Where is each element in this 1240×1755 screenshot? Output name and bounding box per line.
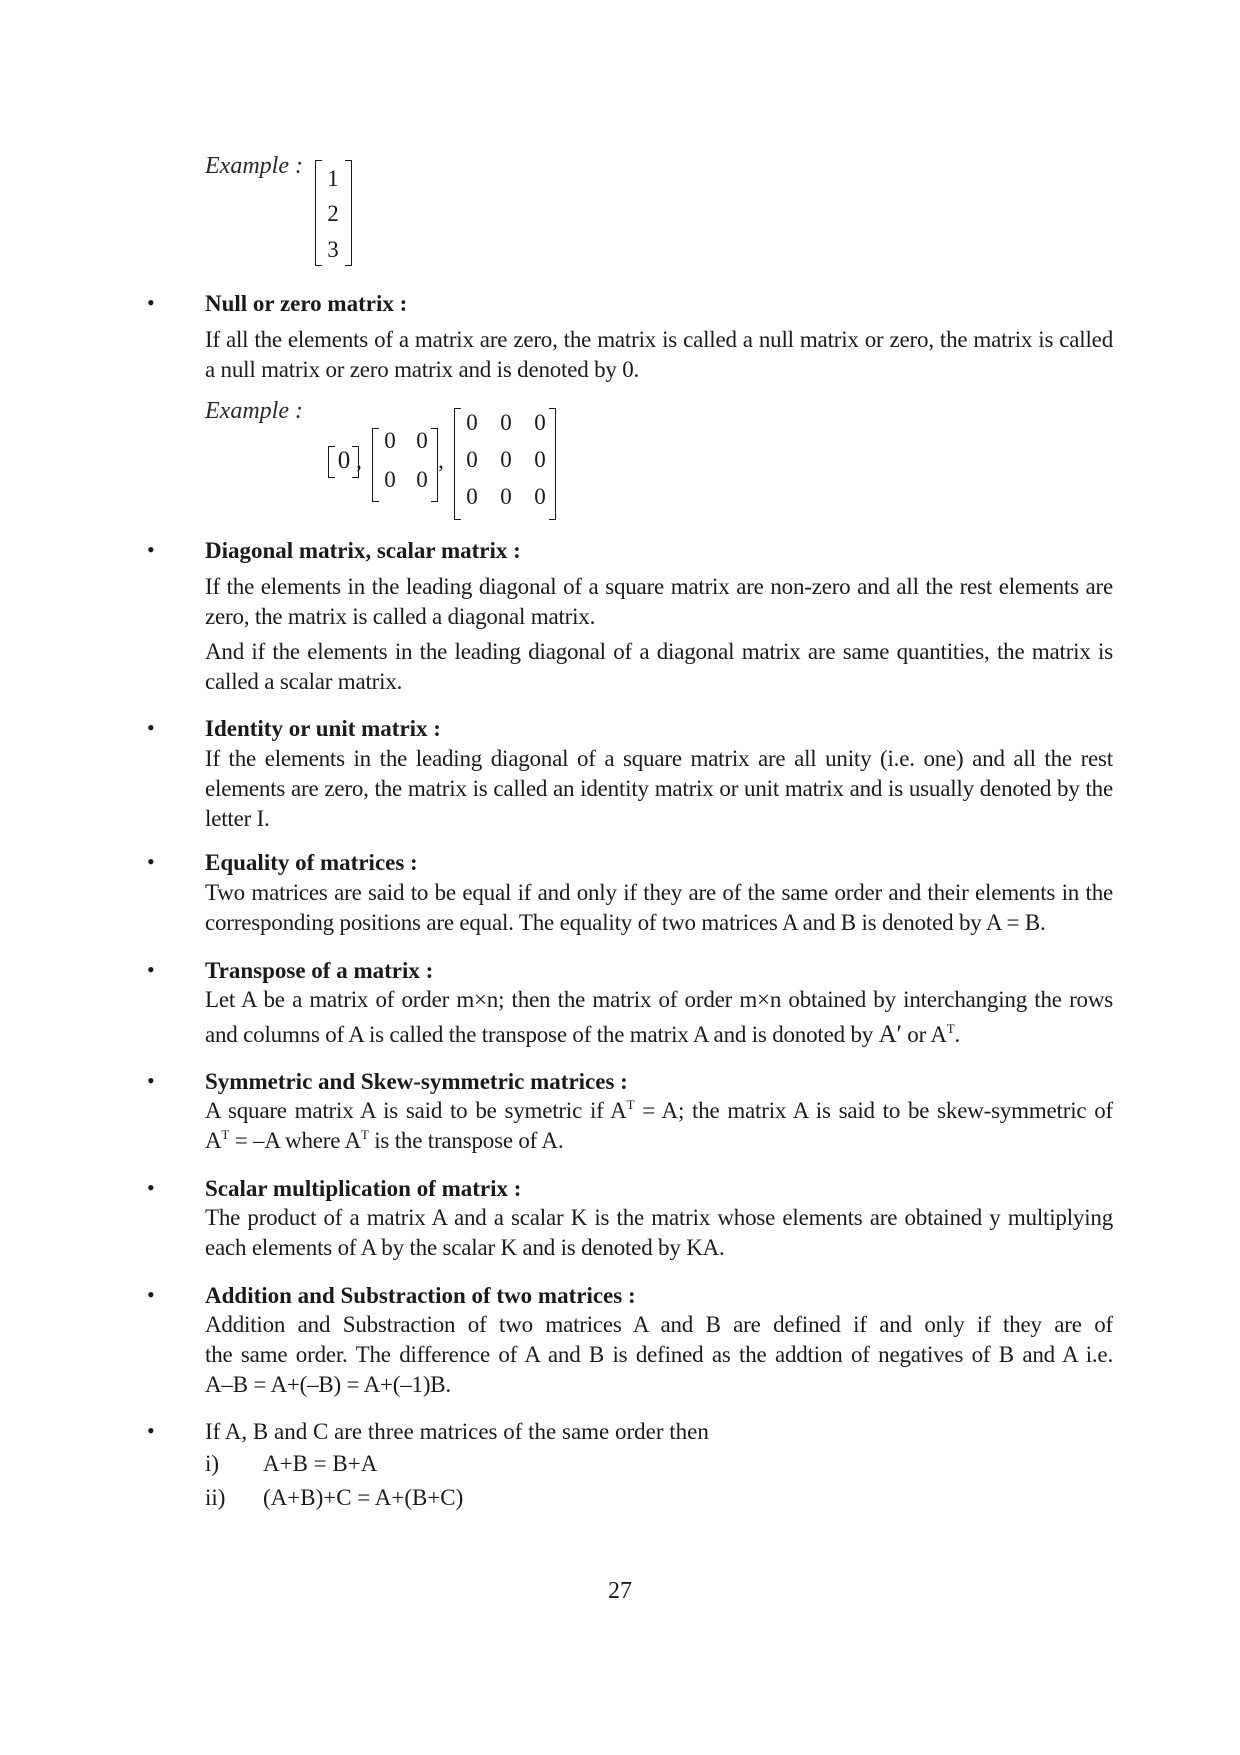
matrix-cell: 0 [337,447,351,474]
section-paragraph [205,637,1113,697]
property-equation: (A+B)+C = A+(B+C) [263,1485,464,1510]
section-paragraph [205,572,1113,632]
left-bracket [315,160,322,266]
right-bracket [549,408,556,520]
text-line: letter I. [205,806,270,831]
section-heading: Diagonal matrix, scalar matrix : [205,538,521,563]
bullet: • [147,1282,155,1307]
matrix-cell: 0 [500,447,512,472]
text-line: corresponding positions are equal. The equality of two matrices A and B is denoted by A = B. [205,910,1046,935]
item-number: i) [205,1451,220,1476]
separator: , [438,448,444,473]
text-line: Two matrices are said to be equal if and only if they are of the same order and their elements in the [205,880,1113,905]
matrix-cell: 1 [327,166,339,191]
example-label: Example : [205,153,303,179]
section-heading: Addition and Substraction of two matrices : [205,1283,636,1308]
text-line: Let A be a matrix of order m×n; then the matrix of order m×n obtained by interchanging the rows [205,987,1113,1012]
text-line: A–B = A+(–B) = A+(–1)B. [205,1372,451,1397]
matrix-cell: 3 [327,237,339,262]
text-line: If all the elements of a matrix are zero, the matrix is called a null matrix or zero, the matrix is called [205,327,1113,352]
item-number: ii) [205,1485,226,1510]
matrix-cell: 0 [384,428,396,453]
text-line: $A^T = -A$ where $A^T$ is the transpose of A. [205,1127,564,1153]
matrix-cell: 2 [327,201,339,226]
bullet: • [147,1175,155,1200]
section-heading: Equality of matrices : [205,850,418,875]
matrix-cell: 0 [534,410,546,435]
bullet: • [147,537,155,562]
text-line: elements are zero, the matrix is called an identity matrix or unit matrix and is usually denoted by the [205,776,1113,801]
right-bracket [345,160,352,266]
section-heading: Transpose of a matrix : [205,958,434,983]
section-heading: Null or zero matrix : [205,291,408,316]
bullet: • [147,290,155,315]
text-line: a null matrix or zero matrix and is denoted by 0. [205,357,640,382]
section-paragraph [205,878,1113,938]
section-heading: Scalar multiplication of matrix : [205,1176,522,1201]
text-line: each elements of A by the scalar K and is denoted by KA. [205,1235,725,1260]
matrix-cell: 0 [384,467,396,492]
text-line: And if the elements in the leading diagonal of a diagonal matrix are same quantities, the matrix is [205,639,1113,664]
separator: , [356,448,362,473]
text-line: zero, the matrix is called a diagonal matrix. [205,604,596,629]
text-line: If the elements in the leading diagonal of a square matrix are non-zero and all the rest elements are [205,574,1113,599]
bullet: • [147,1418,155,1443]
matrix-cell: 0 [416,467,428,492]
example-label: Example : [205,398,303,424]
text-line: A square matrix A is said to be symetric if $A^T = A$; the matrix A is said to be skew-symmetric of [205,1097,1113,1123]
bullet: • [147,1068,155,1093]
matrix-cell: 0 [466,447,478,472]
matrix-cell: 0 [534,447,546,472]
section-paragraph [205,744,1113,834]
section-paragraph [205,325,1113,385]
matrix-cell: 0 [466,410,478,435]
text-line: called a scalar matrix. [205,669,403,694]
text-line: and columns of A is called the transpose of the matrix A and is donoted by A′ or $A^T$. [205,1021,961,1048]
left-bracket [372,428,379,502]
matrix-cell: 0 [416,428,428,453]
matrix-cell: 0 [534,484,546,509]
matrix-cell: 0 [500,410,512,435]
page-number: 27 [608,1578,632,1604]
text-line: Addition and Substraction of two matrices A and B are defined if and only if they are of [205,1312,1113,1337]
text-line: The product of a matrix A and a scalar K is the matrix whose elements are obtained y multiplying [205,1205,1113,1230]
bullet: • [147,957,155,982]
text-line: If the elements in the leading diagonal of a square matrix are all unity (i.e. one) and all the rest [205,746,1113,771]
section-paragraph [205,1096,1113,1156]
left-bracket [454,408,461,520]
text-line: the same order. The difference of A and B is defined as the addtion of negatives of B and A i.e. [205,1342,1113,1367]
section-paragraph [205,1203,1113,1263]
matrix-cell: 0 [466,484,478,509]
bullet: • [147,715,155,740]
matrix-cell: 0 [500,484,512,509]
bullet: • [147,849,155,874]
property-equation: A+B = B+A [263,1451,378,1476]
section-heading: Symmetric and Skew-symmetric matrices : [205,1069,628,1094]
properties-intro: If A, B and C are three matrices of the same order then [205,1419,709,1444]
section-paragraph [205,1310,1113,1400]
section-heading: Identity or unit matrix : [205,716,441,741]
section-paragraph [205,985,1113,1050]
